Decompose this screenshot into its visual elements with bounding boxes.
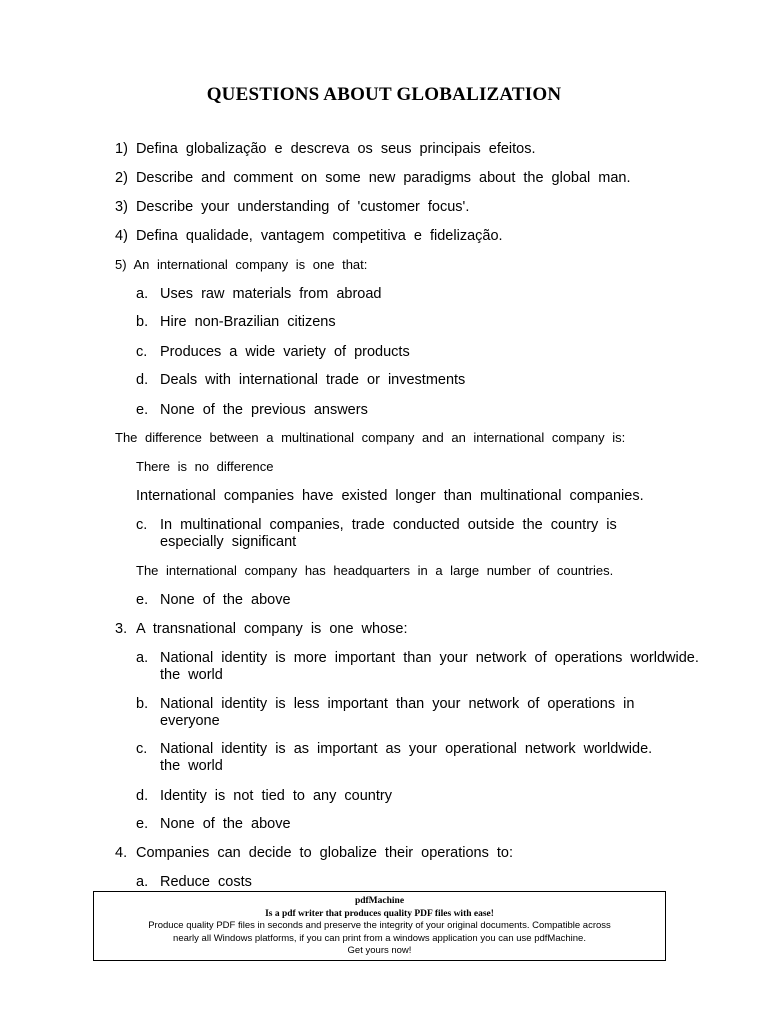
option-item (136, 344, 410, 360)
option-text: Hire non-Brazilian citizens (160, 314, 336, 330)
question-text: Defina qualidade, vantagem competitiva e fidelização. (135, 228, 503, 244)
option-text-continued: especially significant (160, 534, 297, 550)
option-text: In multinational companies, trade conducted outside the country is (160, 517, 617, 533)
question-text: An international company is one that: (133, 257, 368, 272)
option-text-continued: the world (160, 667, 223, 683)
option-marker: a. (136, 874, 149, 890)
option-marker: a. (136, 650, 149, 666)
option-text: National identity is as important as your operational network worldwide. (160, 741, 653, 757)
option-item: International companies have existed longer than multinational companies. (136, 488, 644, 504)
question-1 (115, 141, 536, 157)
option-marker: d. (136, 788, 149, 804)
option-marker: b. (136, 696, 149, 712)
option-text: Deals with international trade or investments (160, 372, 466, 388)
option-item (136, 650, 736, 684)
question-2 (115, 170, 631, 186)
option-item (136, 402, 368, 418)
option-item (136, 592, 291, 608)
option-text: Uses raw materials from abroad (160, 286, 382, 302)
footer-text-line: Produce quality PDF files in seconds and preserve the integrity of your original documents. Compatible across (148, 920, 611, 931)
question-marker: 1) (115, 141, 128, 157)
pdfmachine-footer-box (93, 891, 666, 961)
question-marker: 5) (115, 257, 127, 272)
question-text: A transnational company is one whose: (136, 621, 408, 637)
question-text: Companies can decide to globalize their operations to: (136, 845, 514, 861)
question-4 (115, 228, 503, 244)
question-marker: 2) (115, 170, 128, 186)
question-transnational (115, 621, 407, 637)
question-marker: 3) (115, 199, 128, 215)
option-text: None of the above (160, 592, 291, 608)
question-marker: 4. (115, 845, 128, 861)
option-marker: a. (136, 286, 149, 302)
option-marker: e. (136, 816, 149, 832)
option-item (136, 372, 465, 388)
option-text: None of the previous answers (160, 402, 368, 418)
option-marker: c. (136, 344, 148, 360)
option-marker: e. (136, 592, 149, 608)
option-marker: c. (136, 741, 148, 757)
option-text: Produces a wide variety of products (160, 344, 410, 360)
option-marker: d. (136, 372, 149, 388)
footer-tagline: Is a pdf writer that produces quality PDF files with ease! (265, 908, 494, 919)
option-item (136, 816, 291, 832)
option-text: National identity is more important than your network of operations worldwide. (160, 650, 699, 666)
option-text: Reduce costs (160, 874, 252, 890)
option-item (136, 696, 696, 730)
option-text-continued: the world (160, 758, 223, 774)
option-text: None of the above (160, 816, 291, 832)
option-item (136, 874, 252, 890)
option-item (136, 517, 676, 551)
option-item (136, 286, 382, 302)
footer-cta: Get yours now! (347, 945, 412, 956)
question-marker: 4) (115, 228, 128, 244)
option-item (136, 314, 336, 330)
question-5 (115, 257, 367, 272)
option-text: Identity is not tied to any country (160, 788, 392, 804)
option-item (136, 741, 736, 775)
option-marker: c. (136, 517, 148, 533)
question-text: Describe and comment on some new paradigms about the global man. (135, 170, 631, 186)
option-item: The international company has headquarters in a large number of countries. (136, 563, 614, 578)
question-marker: 3. (115, 621, 128, 637)
question-3 (115, 199, 469, 215)
question-globalize (115, 845, 513, 861)
option-item (136, 788, 392, 804)
option-text: National identity is less important than your network of operations in (160, 696, 635, 712)
option-text-continued: everyone (160, 713, 220, 729)
option-marker: e. (136, 402, 149, 418)
option-item: There is no difference (136, 459, 274, 474)
question-text: Defina globalização e descreva os seus principais efeitos. (135, 141, 536, 157)
question-text: Describe your understanding of 'customer focus'. (135, 199, 470, 215)
option-marker: b. (136, 314, 149, 330)
document-title: QUESTIONS ABOUT GLOBALIZATION (206, 84, 562, 105)
footer-title: pdfMachine (354, 896, 405, 906)
question-6: The difference between a multinational company and an international company is: (115, 430, 626, 445)
footer-text-line: nearly all Windows platforms, if you can print from a windows application you can use pdfMachine. (173, 932, 586, 944)
